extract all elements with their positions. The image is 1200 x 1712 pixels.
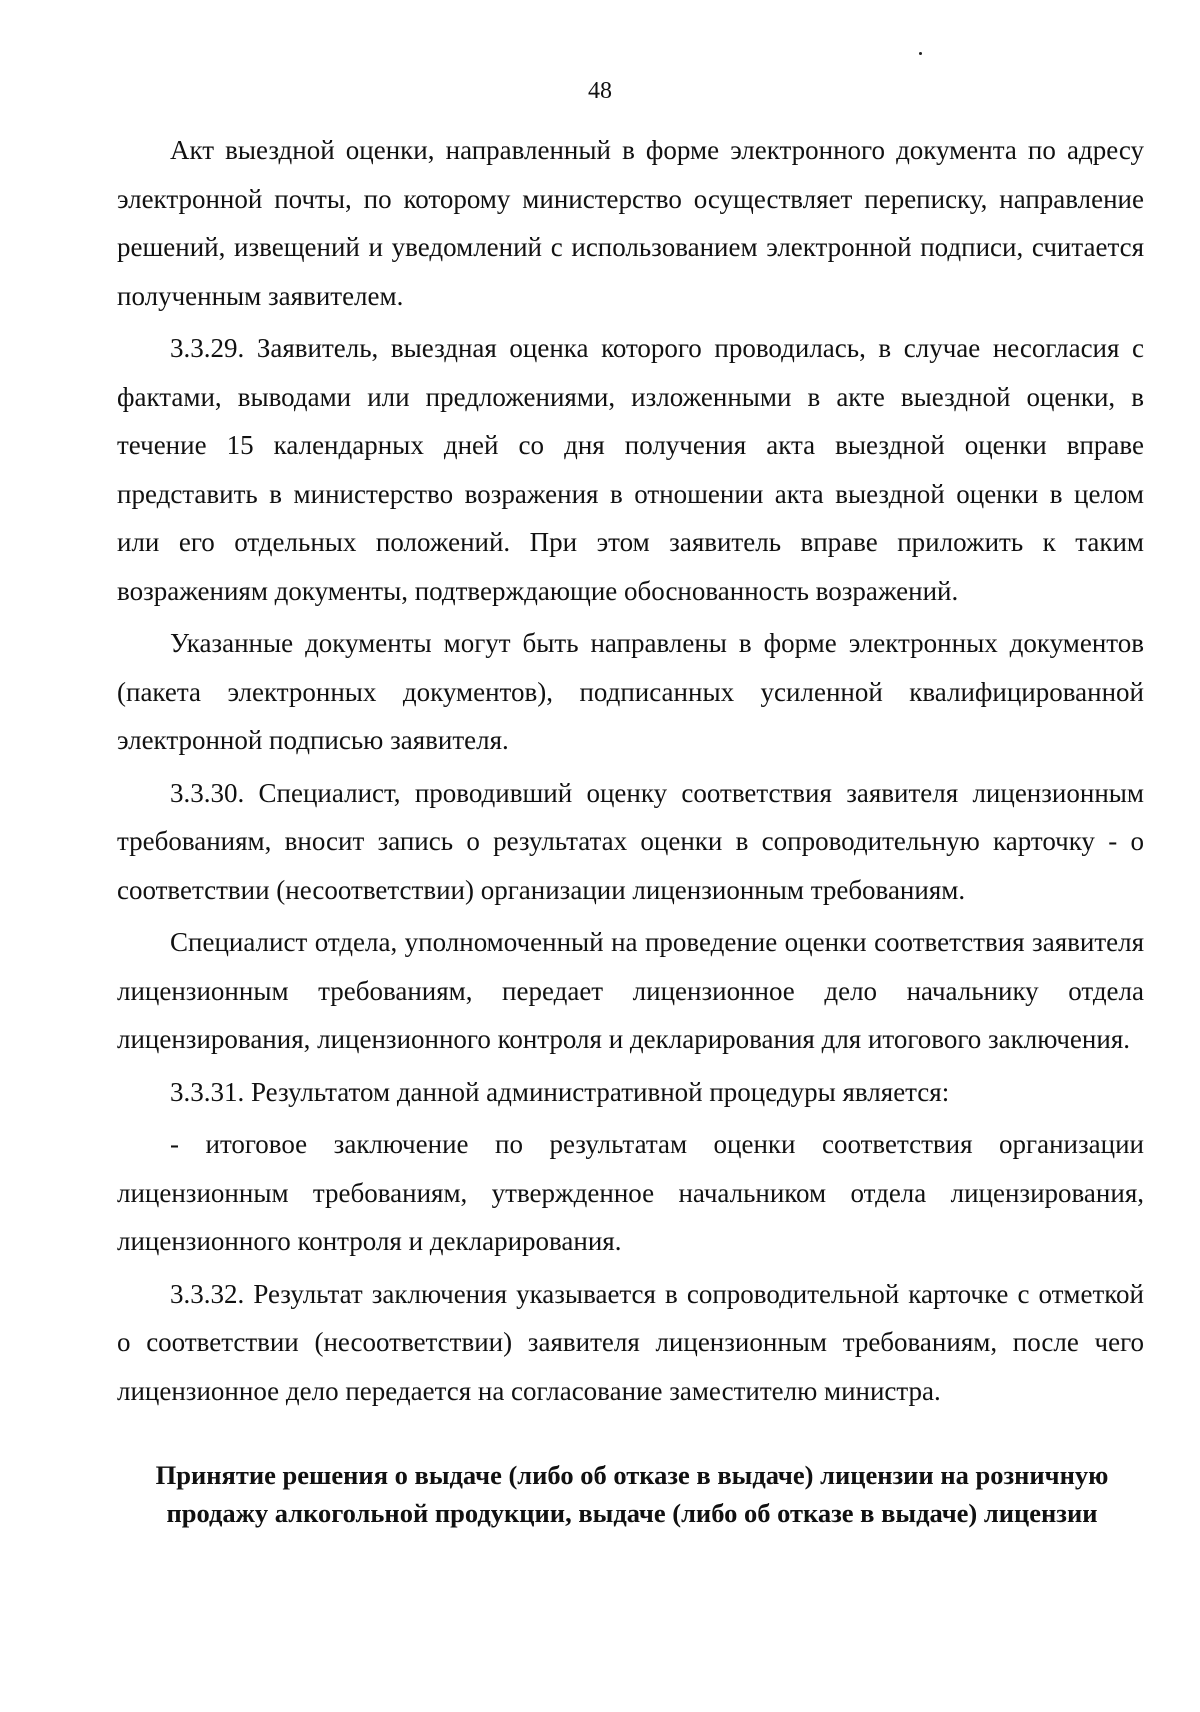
paragraph-specialist-transfer: Специалист отдела, уполномоченный на проведение оценки соответствия заявителя лицензионным требованиям, передает лицензионное дело начальнику отдела лицензирования, лицензионного контроля и декларирования для итогового заключения. (117, 927, 1144, 1054)
page-number: 48 (588, 78, 612, 104)
scan-speck (919, 52, 922, 55)
section-heading-line-1: Принятие решения о выдаче (либо об отказе в выдаче) лицензии на розничную (155, 1460, 1109, 1490)
section-heading (112, 1456, 1152, 1532)
paragraph-3-3-29: 3.3.29. Заявитель, выездная оценка которого проводилась, в случае несогласия с фактами, выводами или предложениями, изложенными в акте выездной оценки, в течение 15 календарных дней со дня получения акта выездной оценки вправе представить в министерство возражения в отношении акта выездной оценки в целом или его отдельных положений. При этом заявитель вправе приложить к таким возражениям документы, подтверждающие обоснованность возражений. (117, 333, 1144, 606)
paragraph-3-3-32: 3.3.32. Результат заключения указывается в сопроводительной карточке с отметкой о соответствии (несоответствии) заявителя лицензионным требованиям, после чего лицензионное дело передается на согласование заместителю министра. (117, 1278, 1144, 1406)
paragraph-act-delivery: Акт выездной оценки, направленный в форме электронного документа по адресу электронной почты, по которому министерство осуществляет переписку, направление решений, извещений и уведомлений с использованием электронной подписи, считается полученным заявителем. (117, 135, 1144, 311)
body-text (117, 126, 1144, 1419)
paragraph-3-3-31: 3.3.31. Результатом данной административной процедуры является: (170, 1076, 950, 1107)
paragraph-3-3-30: 3.3.30. Специалист, проводивший оценку соответствия заявителя лицензионным требованиям, вносит запись о результатах оценки в сопроводительную карточку - о соответствии (несоответствии) организации лицензионным требованиям. (117, 777, 1144, 905)
section-heading-line-2: продажу алкогольной продукции, выдаче (либо об отказе в выдаче) лицензии (166, 1498, 1098, 1528)
paragraph-final-conclusion: - итоговое заключение по результатам оценки соответствия организации лицензионным требованиям, утвержденное начальником отдела лицензирования, лицензионного контроля и декларирования. (117, 1129, 1144, 1256)
paragraph-documents-form: Указанные документы могут быть направлены в форме электронных документов (пакета электронных документов), подписанных усиленной квалифицированной электронной подписью заявителя. (117, 628, 1144, 755)
